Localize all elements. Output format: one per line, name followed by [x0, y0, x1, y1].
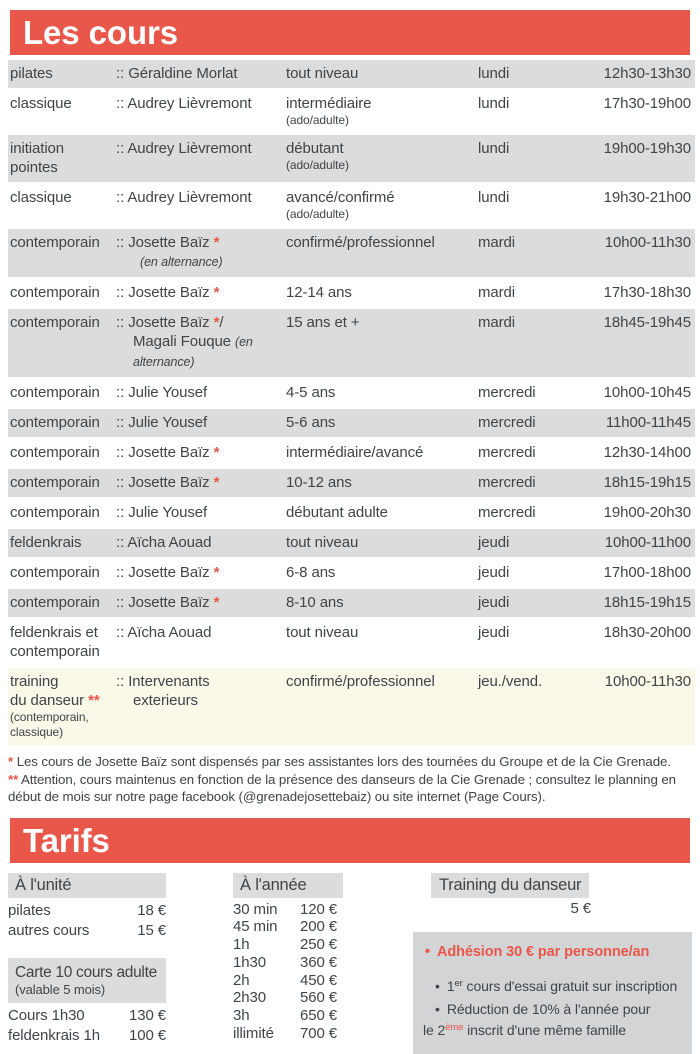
- level-sub-line: (ado/adulte): [286, 158, 349, 172]
- course-name-line: contemporain: [10, 284, 100, 301]
- time-cell: 19h00-19h30: [603, 140, 691, 157]
- level-line: 5-6 ans: [286, 414, 336, 431]
- price-label: 1h: [233, 936, 250, 954]
- tarifs-section-header: [10, 818, 690, 863]
- adhesion-bullet-1: [425, 976, 682, 999]
- courses-section-header: [10, 10, 690, 55]
- day-cell: mercredi: [478, 474, 536, 491]
- level-line: intermédiaire: [286, 95, 372, 112]
- teacher-cell: [116, 188, 286, 207]
- teacher-line: :: Josette Baïz *: [116, 564, 220, 581]
- time-cell: 18h15-19h15: [603, 474, 691, 491]
- level-line: tout niveau: [286, 534, 359, 551]
- course-name-cell: [10, 233, 116, 252]
- time-cell: 10h00-11h30: [604, 673, 691, 690]
- teacher-cell: [116, 533, 286, 552]
- footnote-1-text: Les cours de Josette Baïz sont dispensés par ses assistantes lors des tournées du Groupe et de la Cie Grenade.: [16, 754, 671, 769]
- teacher-cell: [116, 139, 286, 158]
- day-cell: lundi: [478, 95, 510, 112]
- day-cell: mardi: [478, 284, 516, 301]
- price-label: 30 min: [233, 900, 278, 918]
- teacher-cell: [116, 64, 286, 83]
- level-cell: [286, 623, 478, 642]
- course-row: [8, 469, 695, 497]
- time-cell: 12h30-14h00: [603, 444, 691, 461]
- course-name-line: contemporain: [10, 564, 100, 581]
- year-price-list: [233, 901, 413, 1043]
- adhesion-bullet-icon: •: [425, 943, 430, 960]
- course-row: [8, 90, 695, 133]
- tarifs-columns: [8, 873, 692, 1054]
- course-name-line: pilates: [10, 65, 53, 82]
- teacher-line: :: Josette Baïz *: [116, 284, 220, 301]
- time-cell: 17h30-19h00: [603, 95, 691, 112]
- teacher-line: :: Josette Baïz *: [116, 474, 220, 491]
- price-value: 200 €: [299, 918, 337, 936]
- price-label: pilates: [8, 901, 51, 919]
- course-row: [8, 184, 695, 227]
- course-row: [8, 135, 695, 182]
- course-name-cell: [10, 383, 116, 402]
- bullet-1-rest: cours d'essai gratuit sur inscription: [462, 977, 678, 994]
- price-row: [233, 972, 337, 990]
- day-cell: jeu./vend.: [478, 673, 543, 690]
- course-name-cell: [10, 94, 116, 113]
- bullet-2-rest: inscrit d'une même famille: [463, 1021, 626, 1038]
- level-line: 15 ans et +: [286, 314, 360, 331]
- tarifs-year-column: [233, 873, 413, 1054]
- time-cell: 10h00-11h00: [604, 534, 691, 551]
- time-cell: 17h00-18h00: [603, 564, 691, 581]
- course-name-line: contemporain: [10, 234, 100, 251]
- bullet-2-sup: ème: [445, 1022, 464, 1033]
- teacher-cell: [116, 623, 286, 642]
- price-value: 650 €: [299, 1007, 337, 1025]
- course-name-line: initiation: [10, 140, 65, 157]
- price-value: 120 €: [299, 900, 337, 918]
- level-line: confirmé/professionnel: [286, 673, 435, 690]
- price-label: illimité: [233, 1025, 274, 1043]
- course-name-cell: [10, 593, 116, 612]
- course-name-cell: [10, 672, 116, 740]
- teacher-line: :: Audrey Lièvremont: [116, 95, 252, 112]
- carte-price-list: [8, 1006, 233, 1046]
- teacher-cell: [116, 313, 286, 372]
- price-value: 250 €: [299, 936, 337, 954]
- unit-price-list: [8, 901, 233, 941]
- footnote-mark: *: [213, 284, 220, 301]
- course-row: [8, 439, 695, 467]
- course-name-cell: [10, 623, 116, 661]
- course-name-cell: [10, 503, 116, 522]
- level-cell: [286, 563, 478, 582]
- teacher-cell: [116, 283, 286, 302]
- teacher-cell: [116, 413, 286, 432]
- teacher-line: :: Josette Baïz *: [116, 594, 220, 611]
- teacher-line: :: Audrey Lièvremont: [116, 189, 252, 206]
- price-label: 3h: [233, 1007, 250, 1025]
- course-name-cell: [10, 283, 116, 302]
- course-row: [8, 529, 695, 557]
- day-cell: mardi: [478, 234, 516, 251]
- level-cell: [286, 233, 478, 252]
- price-row: [233, 1025, 337, 1043]
- level-cell: [286, 383, 478, 402]
- teacher-cell: [116, 563, 286, 582]
- footnote-1: [8, 753, 692, 771]
- footnote-1-mark: *: [8, 754, 14, 769]
- time-cell: 18h30-20h00: [603, 624, 691, 641]
- training-price-value: 5 €: [570, 899, 591, 917]
- course-name-line: classique: [10, 189, 72, 206]
- level-cell: [286, 64, 478, 83]
- teacher-line-2: exterieurs: [133, 692, 198, 709]
- course-name-line: contemporain: [10, 444, 100, 461]
- day-cell: lundi: [478, 189, 510, 206]
- day-cell: mercredi: [478, 504, 536, 521]
- course-name-cell: [10, 139, 116, 177]
- course-name-cell: [10, 313, 116, 332]
- teacher-line: :: Julie Yousef: [116, 414, 208, 431]
- day-cell: jeudi: [478, 594, 510, 611]
- teacher-line: :: Audrey Lièvremont: [116, 140, 252, 157]
- teacher-cell: [116, 443, 286, 462]
- course-row: [8, 309, 695, 377]
- alternance-note: (en alternance): [133, 335, 253, 369]
- course-sub-line: (contemporain,: [10, 710, 89, 724]
- course-row: [8, 279, 695, 307]
- course-row: [8, 229, 695, 277]
- adhesion-title: Adhésion 30 € par personne/an: [436, 943, 650, 960]
- teacher-cell: [116, 383, 286, 402]
- footnote-mark: **: [88, 692, 100, 709]
- day-cell: mardi: [478, 314, 516, 331]
- course-name-line: contemporain: [10, 474, 100, 491]
- price-label: 2h30: [233, 989, 266, 1007]
- time-cell: 11h00-11h45: [605, 414, 691, 431]
- alternance-note: (en alternance): [140, 255, 223, 269]
- course-name-line: contemporain: [10, 384, 100, 401]
- teacher-line: :: Josette Baïz *: [116, 234, 220, 251]
- level-cell: [286, 593, 478, 612]
- price-value: 450 €: [299, 971, 337, 989]
- day-cell: jeudi: [478, 624, 510, 641]
- price-value: 100 €: [128, 1026, 166, 1044]
- course-row: [8, 409, 695, 437]
- teacher-line: :: Julie Yousef: [116, 384, 208, 401]
- day-cell: mercredi: [478, 444, 536, 461]
- course-name-cell: [10, 64, 116, 83]
- day-cell: mercredi: [478, 384, 536, 401]
- course-row: [8, 379, 695, 407]
- course-name-cell: [10, 188, 116, 207]
- unit-price-title: À l'unité: [8, 873, 166, 898]
- day-cell: lundi: [478, 65, 510, 82]
- level-sub-line: (ado/adulte): [286, 113, 349, 127]
- level-cell: [286, 313, 478, 332]
- course-name-line: feldenkrais: [10, 534, 82, 551]
- price-value: 360 €: [299, 953, 337, 971]
- teacher-cell: [116, 593, 286, 612]
- bullet-2-pre: le 2: [423, 1021, 446, 1038]
- course-name-cell: [10, 413, 116, 432]
- bullet-2-line1: Réduction de 10% à l'année pour: [446, 1000, 651, 1017]
- level-cell: [286, 503, 478, 522]
- course-sub-line: classique): [10, 725, 64, 739]
- year-price-title: À l'année: [233, 873, 343, 898]
- price-row: [8, 921, 166, 941]
- course-name-line: feldenkrais et: [10, 624, 98, 641]
- level-line: tout niveau: [286, 624, 359, 641]
- course-name-cell: [10, 473, 116, 492]
- course-row: [8, 619, 695, 666]
- level-cell: [286, 188, 478, 222]
- footnote-mark: *: [213, 594, 220, 611]
- course-name-line: du danseur **: [10, 692, 100, 709]
- price-row: [8, 1026, 166, 1046]
- course-name-line: contemporain: [10, 594, 100, 611]
- level-line: avancé/confirmé: [286, 189, 395, 206]
- footnote-mark: *: [213, 474, 220, 491]
- teacher-line: :: Julie Yousef: [116, 504, 208, 521]
- course-name-cell: [10, 443, 116, 462]
- adhesion-title-line: [425, 943, 682, 961]
- price-row: [233, 936, 337, 954]
- course-row: [8, 559, 695, 587]
- level-cell: [286, 473, 478, 492]
- course-name-line: contemporain: [10, 414, 100, 431]
- price-label: Cours 1h30: [8, 1006, 85, 1024]
- tarifs-training-column: [413, 873, 692, 1054]
- teacher-line: :: Aïcha Aouad: [116, 624, 212, 641]
- courses-table: [0, 60, 700, 745]
- course-row: [8, 668, 695, 745]
- teacher-line: :: Josette Baïz *: [116, 444, 220, 461]
- teacher-cell: [116, 672, 286, 710]
- course-name-line: contemporain: [10, 504, 100, 521]
- level-line: intermédiaire/avancé: [286, 444, 424, 461]
- carte-subtitle: (valable 5 mois): [15, 981, 106, 997]
- price-row: [233, 918, 337, 936]
- teacher-cell: [116, 473, 286, 492]
- level-line: 10-12 ans: [286, 474, 352, 491]
- level-cell: [286, 413, 478, 432]
- carte-block: [8, 958, 166, 1003]
- level-line: 4-5 ans: [286, 384, 336, 401]
- level-line: 12-14 ans: [286, 284, 352, 301]
- footnote-mark: *: [213, 234, 220, 251]
- level-line: confirmé/professionnel: [286, 234, 435, 251]
- footnote-2-text: Attention, cours maintenus en fonction de la présence des danseurs de la Cie Grenade ; consultez le planning en début de mois sur notre page facebook (@grenadejosettebaiz) ou site internet (Page Cours).: [8, 771, 676, 804]
- level-line: débutant adulte: [286, 504, 388, 521]
- level-line: 6-8 ans: [286, 564, 336, 581]
- price-value: 130 €: [128, 1006, 166, 1024]
- time-cell: 18h15-19h15: [603, 594, 691, 611]
- price-value: 700 €: [299, 1025, 337, 1043]
- course-name-line: training: [10, 673, 59, 690]
- price-label: autres cours: [8, 921, 90, 939]
- adhesion-bullet-2-cont: [423, 1020, 682, 1043]
- course-row: [8, 499, 695, 527]
- level-cell: [286, 94, 478, 128]
- course-name-cell: [10, 533, 116, 552]
- price-label: 1h30: [233, 953, 266, 971]
- price-row: [233, 901, 337, 919]
- level-line: 8-10 ans: [286, 594, 344, 611]
- bullet-icon: •: [435, 1000, 440, 1017]
- course-name-line: contemporain: [10, 314, 100, 331]
- level-line: débutant: [286, 140, 344, 157]
- time-cell: 12h30-13h30: [603, 65, 691, 82]
- level-cell: [286, 283, 478, 302]
- day-cell: jeudi: [478, 564, 510, 581]
- teacher-cell: [116, 503, 286, 522]
- level-cell: [286, 443, 478, 462]
- level-line: tout niveau: [286, 65, 359, 82]
- price-label: 45 min: [233, 918, 278, 936]
- level-sub-line: (ado/adulte): [286, 207, 349, 221]
- carte-title: Carte 10 cours adulte: [15, 963, 157, 981]
- teacher-line: :: Aïcha Aouad: [116, 534, 212, 551]
- adhesion-box: [413, 932, 692, 1054]
- price-label: 2h: [233, 971, 250, 989]
- teacher-line-2: Magali Fouque (en alternance): [133, 333, 253, 369]
- time-cell: 10h00-11h30: [604, 234, 691, 251]
- courses-title: Les cours: [23, 14, 178, 51]
- course-name-cell: [10, 563, 116, 582]
- bullet-1-pre: 1: [446, 977, 455, 994]
- course-row: [8, 589, 695, 617]
- time-cell: 19h30-21h00: [603, 189, 691, 206]
- bullet-icon: •: [435, 977, 440, 994]
- adhesion-spacer: [425, 961, 682, 976]
- day-cell: lundi: [478, 140, 510, 157]
- teacher-cell: [116, 94, 286, 113]
- price-row: [8, 901, 166, 921]
- teacher-line: :: Josette Baïz */: [116, 314, 224, 331]
- price-value: 18 €: [137, 901, 166, 919]
- course-name-line: contemporain: [10, 643, 100, 660]
- footnote-2-mark: **: [8, 771, 19, 787]
- course-name-line: pointes: [10, 159, 58, 176]
- price-row: [233, 954, 337, 972]
- level-cell: [286, 533, 478, 552]
- footnote-mark: *: [213, 444, 220, 461]
- tarifs-unit-column: [8, 873, 233, 1054]
- time-cell: 19h00-20h30: [603, 504, 691, 521]
- level-cell: [286, 672, 478, 691]
- time-cell: 18h45-19h45: [603, 314, 691, 331]
- footnote-mark: *: [213, 314, 220, 331]
- teacher-line: :: Géraldine Morlat: [116, 65, 238, 82]
- training-price-title: Training du danseur: [431, 873, 589, 898]
- footnotes: [8, 753, 692, 806]
- footnote-2: [8, 771, 692, 806]
- price-label: feldenkrais 1h: [8, 1026, 100, 1044]
- day-cell: mercredi: [478, 414, 536, 431]
- adhesion-bullet-2: [425, 999, 682, 1020]
- tarifs-title: Tarifs: [23, 821, 110, 859]
- footnote-mark: *: [213, 564, 220, 581]
- course-row: [8, 60, 695, 88]
- price-row: [8, 1006, 166, 1026]
- price-value: 560 €: [299, 989, 337, 1007]
- time-cell: 17h30-18h30: [603, 284, 691, 301]
- teacher-cell: [116, 233, 286, 272]
- bullet-1-sup: er: [454, 978, 463, 989]
- time-cell: 10h00-10h45: [603, 384, 691, 401]
- day-cell: jeudi: [478, 534, 510, 551]
- price-value: 15 €: [137, 921, 166, 939]
- price-row: [233, 1007, 337, 1025]
- level-cell: [286, 139, 478, 173]
- course-name-line: classique: [10, 95, 72, 112]
- teacher-line: :: Intervenants: [116, 673, 210, 690]
- teacher-line-2: [116, 252, 286, 272]
